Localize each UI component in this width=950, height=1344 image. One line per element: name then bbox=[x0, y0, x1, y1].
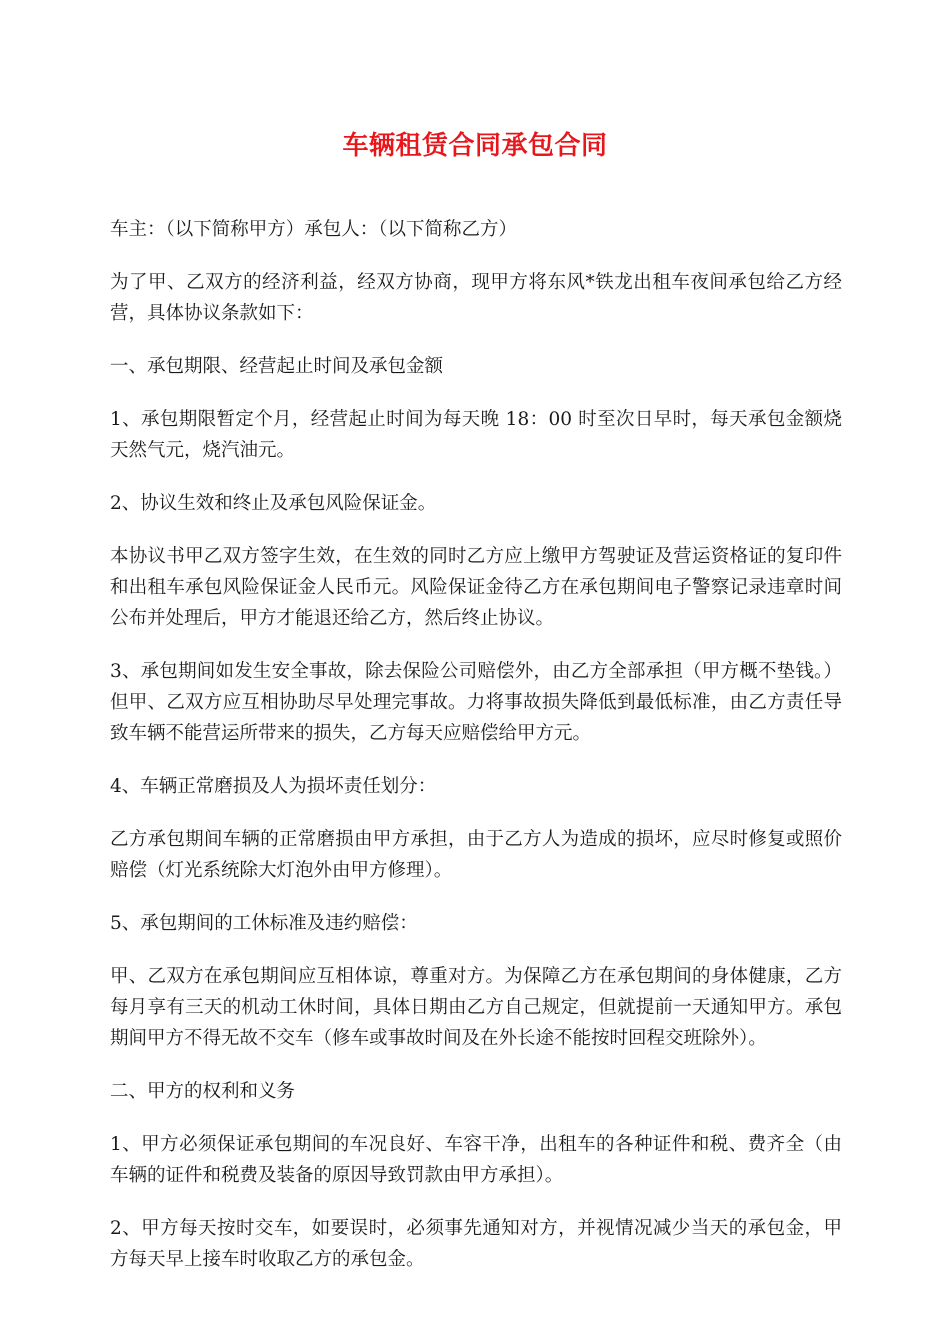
document-body bbox=[110, 214, 842, 1297]
clause-1-3: 3、承包期间如发生安全事故，除去保险公司赔偿外，由乙方全部承担（甲方概不垫钱。）但甲、乙双方应互相协助尽早处理完事故。力将事故损失降低到最低标准，由乙方责任导致车辆不能营运所带来的损失，乙方每天应赔偿给甲方元。 bbox=[110, 661, 842, 744]
clause-2-1: 1、甲方必须保证承包期间的车况良好、车容干净，出租车的各种证件和税、费齐全（由车辆的证件和税费及装备的原因导致罚款由甲方承担）。 bbox=[110, 1134, 842, 1186]
clause-1-1: 1、承包期限暂定个月，经营起止时间为每天晚 18：00 时至次日早时，每天承包金额烧天然气元，烧汽油元。 bbox=[110, 409, 842, 461]
parties-line: 车主：（以下简称甲方）承包人：（以下简称乙方） bbox=[110, 219, 518, 240]
preamble-paragraph: 为了甲、乙双方的经济利益，经双方协商，现甲方将东风*铁龙出租车夜间承包给乙方经营，具体协议条款如下： bbox=[110, 272, 842, 324]
clause-1-4: 4、车辆正常磨损及人为损坏责任划分： bbox=[110, 776, 437, 797]
clause-1-2: 2、协议生效和终止及承包风险保证金。 bbox=[110, 493, 437, 514]
clause-1-4-detail: 乙方承包期间车辆的正常磨损由甲方承担，由于乙方人为造成的损坏，应尽时修复或照价赔偿（灯光系统除大灯泡外由甲方修理）。 bbox=[110, 829, 842, 881]
clause-2-2: 2、甲方每天按时交车，如要误时，必须事先通知对方，并视情况减少当天的承包金，甲方每天早上接车时收取乙方的承包金。 bbox=[110, 1218, 842, 1270]
section-heading-2: 二、甲方的权利和义务 bbox=[110, 1081, 296, 1102]
section-heading-1: 一、承包期限、经营起止时间及承包金额 bbox=[110, 356, 444, 377]
clause-1-2-detail: 本协议书甲乙双方签字生效，在生效的同时乙方应上缴甲方驾驶证及营运资格证的复印件和出租车承包风险保证金人民币元。风险保证金待乙方在承包期间电子警察记录违章时间公布并处理后，甲方才能退还给乙方，然后终止协议。 bbox=[110, 546, 842, 629]
clause-1-5-detail: 甲、乙双方在承包期间应互相体谅，尊重对方。为保障乙方在承包期间的身体健康，乙方每月享有三天的机动工休时间，具体日期由乙方自己规定，但就提前一天通知甲方。承包期间甲方不得无故不交车（修车或事故时间及在外长途不能按时回程交班除外）。 bbox=[110, 966, 842, 1049]
document-title: 车辆租赁合同承包合同 bbox=[342, 131, 608, 161]
clause-1-5: 5、承包期间的工休标准及违约赔偿： bbox=[110, 913, 418, 934]
